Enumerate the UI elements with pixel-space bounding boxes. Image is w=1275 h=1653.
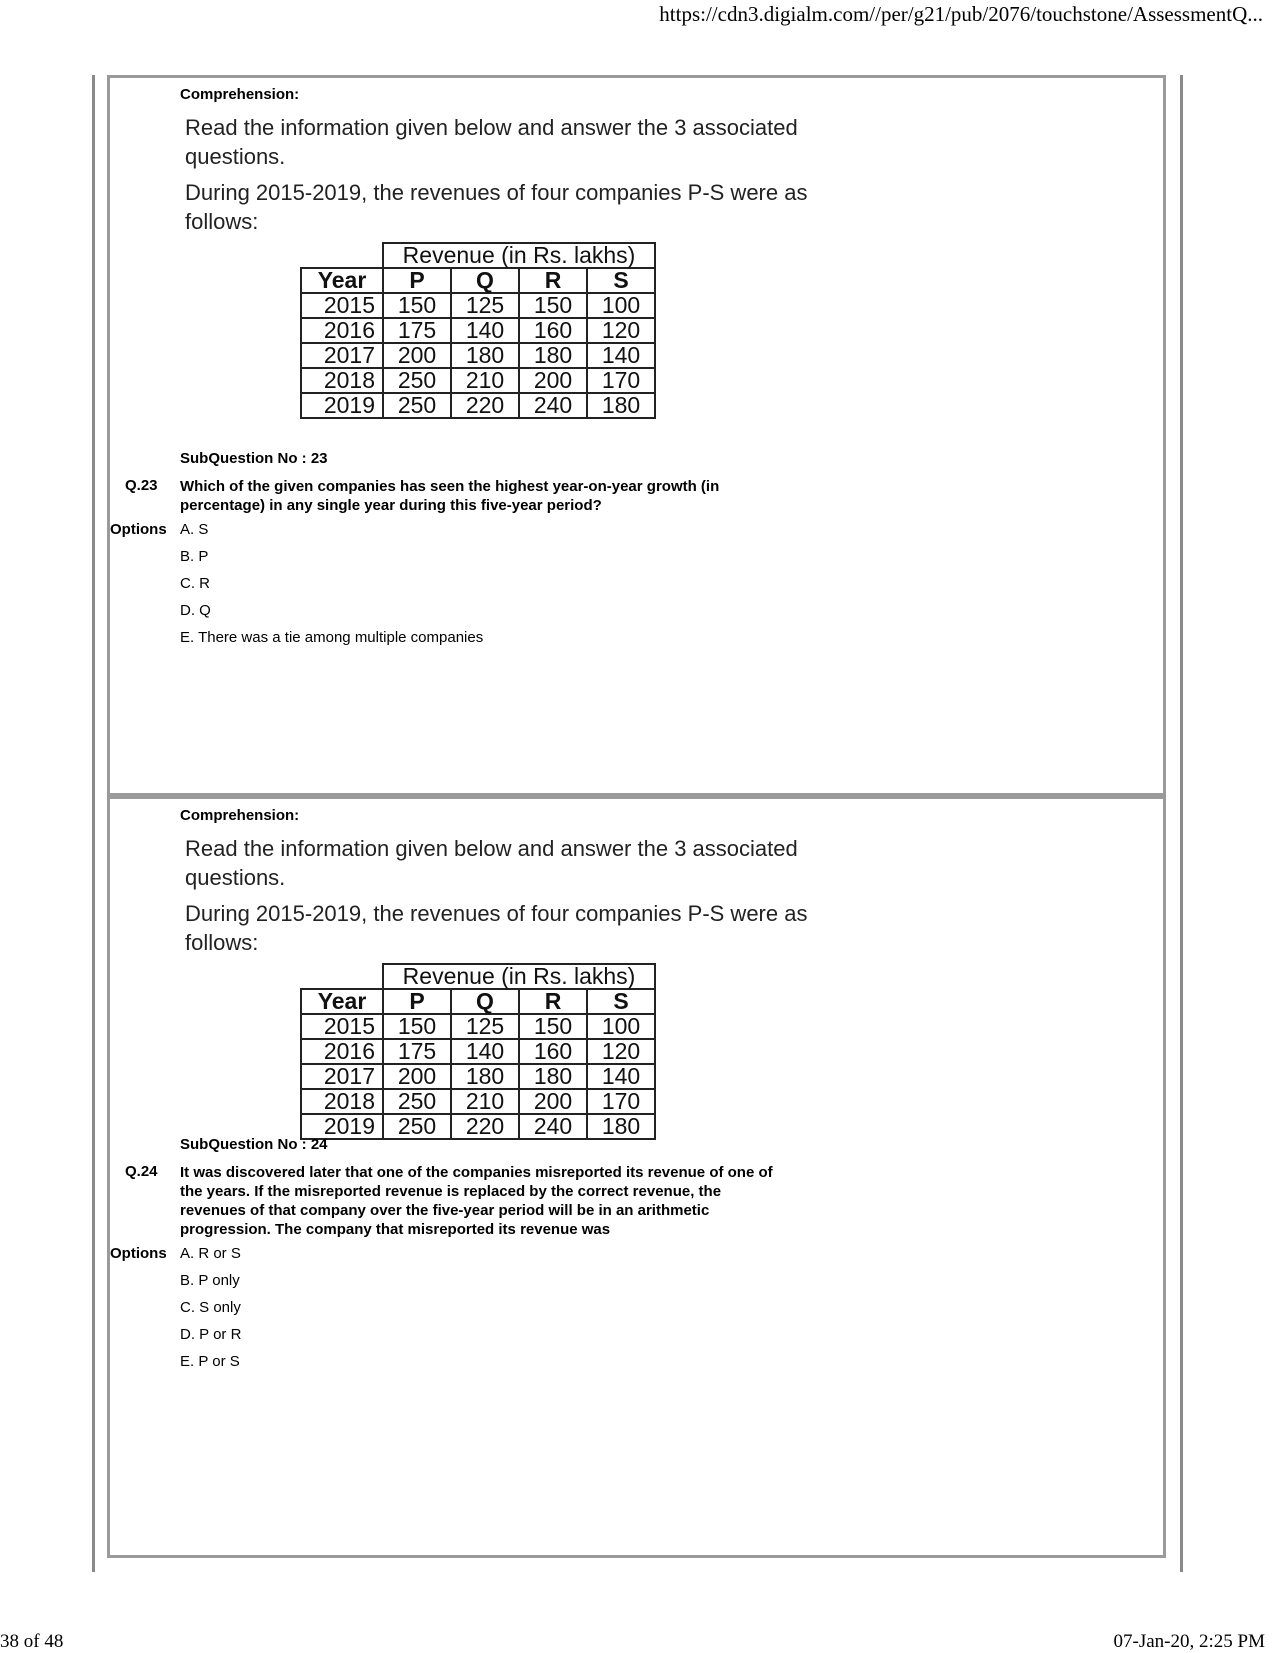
outer-right-border (1180, 75, 1183, 1572)
column-header: R (519, 268, 587, 293)
subquestion-number: SubQuestion No : 23 (180, 450, 328, 467)
table-header-row (301, 989, 655, 1014)
option-b: B. P (180, 548, 209, 565)
column-header: Year (301, 268, 383, 293)
page-url: https://cdn3.digialm.com//per/g21/pub/2076/touchstone/AssessmentQ... (659, 2, 1263, 26)
comprehension-label: Comprehension: (180, 807, 300, 824)
option-c: C. S only (180, 1299, 241, 1316)
option-d: D. P or R (180, 1326, 242, 1343)
column-header: Q (451, 268, 519, 293)
option-e: E. There was a tie among multiple companies (180, 629, 484, 646)
column-header: S (587, 989, 655, 1014)
table-row: 2018 250 210 200 170 (301, 1089, 655, 1114)
table-row: 2015 150 125 150 100 (301, 1014, 655, 1039)
table-row: 2016 175 140 160 120 (301, 318, 655, 343)
table-row: 2017 200 180 180 140 (301, 343, 655, 368)
option-b: B. P only (180, 1272, 240, 1289)
option-e: E. P or S (180, 1353, 240, 1370)
column-header: Q (451, 989, 519, 1014)
option-a: A. S (180, 521, 209, 538)
table-header-row (301, 268, 655, 293)
question-number: Q.24 (125, 1163, 158, 1180)
table-row: 2019 250 220 240 180 (301, 393, 655, 418)
table-caption: Revenue (in Rs. lakhs) (383, 964, 655, 989)
table-row: 2019 250 220 240 180 (301, 1114, 655, 1139)
question-panel-24 (107, 796, 1166, 1558)
print-datetime: 07-Jan-20, 2:25 PM (1113, 1631, 1265, 1652)
table-row: 2018 250 210 200 170 (301, 368, 655, 393)
column-header: P (383, 268, 451, 293)
column-header: P (383, 989, 451, 1014)
question-number: Q.23 (125, 477, 158, 494)
outer-left-border (92, 75, 95, 1572)
revenue-table (300, 963, 656, 1140)
options-label: Options (110, 1245, 167, 1262)
question-text: It was discovered later that one of the companies misreported its revenue of one of the years. If the misreported revenue is replaced by the correct revenue, the revenues of that company over the five-year period will be in an arithmetic progression. The company that misreported its revenue was (180, 1164, 773, 1238)
question-text: Which of the given companies has seen the highest year-on-year growth (in percentage) in any single year during this five-year period? (180, 478, 720, 514)
comprehension-paragraph-1: Read the information given below and answer the 3 associated questions. (185, 115, 798, 169)
table-row: 2017 200 180 180 140 (301, 1064, 655, 1089)
table-row: 2015 150 125 150 100 (301, 293, 655, 318)
comprehension-paragraph-2: During 2015-2019, the revenues of four companies P-S were as follows: (185, 180, 808, 234)
revenue-table (300, 242, 656, 419)
column-header: Year (301, 989, 383, 1014)
options-label: Options (110, 521, 167, 538)
option-a: A. R or S (180, 1245, 241, 1262)
comprehension-paragraph-2: During 2015-2019, the revenues of four companies P-S were as follows: (185, 901, 808, 955)
comprehension-label: Comprehension: (180, 86, 300, 103)
table-row: 2016 175 140 160 120 (301, 1039, 655, 1064)
question-panel-23 (107, 75, 1166, 796)
option-c: C. R (180, 575, 210, 592)
option-d: D. Q (180, 602, 211, 619)
column-header: R (519, 989, 587, 1014)
comprehension-paragraph-1: Read the information given below and answer the 3 associated questions. (185, 836, 798, 890)
column-header: S (587, 268, 655, 293)
page-counter: 38 of 48 (0, 1631, 64, 1652)
subquestion-number: SubQuestion No : 24 (180, 1136, 328, 1153)
table-caption: Revenue (in Rs. lakhs) (383, 243, 655, 268)
